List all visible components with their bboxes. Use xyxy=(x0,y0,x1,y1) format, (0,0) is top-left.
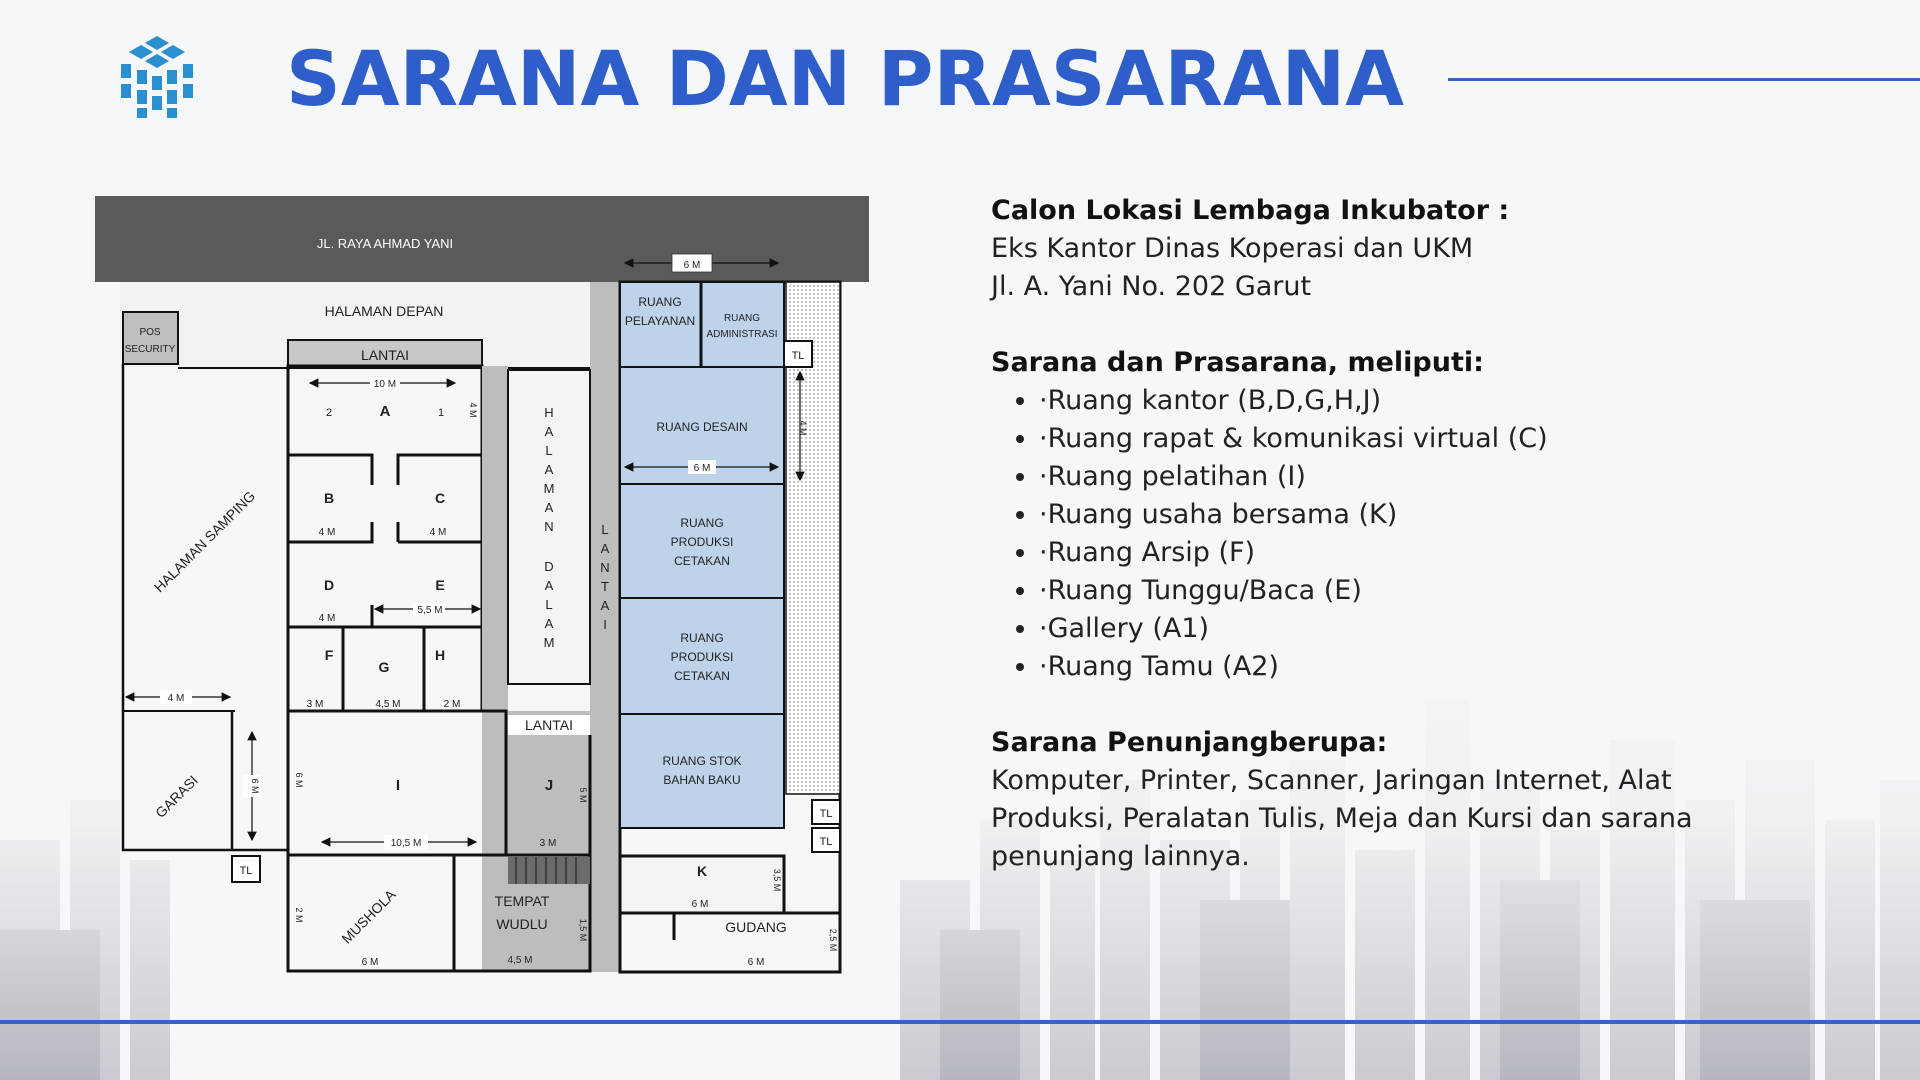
produksi-1-label-3: CETAKAN xyxy=(674,554,730,568)
mushola-label: MUSHOLA xyxy=(338,886,399,947)
tempat-wudlu-label-1: TEMPAT xyxy=(494,893,550,909)
tl-label-right-1: TL xyxy=(819,808,833,820)
room-d-label: D xyxy=(323,577,335,593)
street-label: JL. RAYA AHMAD YANI xyxy=(316,236,454,251)
halaman-dalam-letter: A xyxy=(544,616,554,631)
halaman-dalam-letter: D xyxy=(544,559,554,574)
tl-label-right-2: TL xyxy=(819,836,833,848)
dim-2m-mushola: 2 M xyxy=(294,907,304,923)
produksi-2-label-2: PRODUKSI xyxy=(670,650,734,664)
garasi-label: GARASI xyxy=(152,772,201,821)
halaman-samping-label: HALAMAN SAMPING xyxy=(150,487,259,596)
ruang-desain-label: RUANG DESAIN xyxy=(656,420,748,434)
page-title: SARANA DAN PRASARANA xyxy=(286,34,1405,123)
dim-10m: 10 M xyxy=(373,379,397,390)
lantai-vertical-letter: I xyxy=(603,617,607,632)
room-f-label: F xyxy=(324,647,334,663)
stok-label-2: BAHAN BAKU xyxy=(663,773,741,787)
ruang-pelayanan-label-1: RUANG xyxy=(638,295,682,309)
pos-security-room xyxy=(123,312,178,364)
stok-label-1: RUANG STOK xyxy=(662,754,742,768)
gudang-label: GUDANG xyxy=(725,919,787,935)
pos-security-label-1: POS xyxy=(139,327,161,338)
support-line-1: Komputer, Printer, Scanner, Jaringan Internet, Alat xyxy=(991,765,1672,796)
dim-3-5m-k: 3,5 M xyxy=(772,868,782,892)
support-heading: Sarana Penunjangberupa: xyxy=(991,727,1388,758)
dim-2m-h: 2 M xyxy=(443,699,461,710)
dim-2-5m-gudang: 2,5 M xyxy=(828,928,838,952)
room-k-label: K xyxy=(696,863,708,879)
dim-4-5m-wudlu: 4,5 M xyxy=(507,955,533,966)
list-item: • ·Ruang rapat & komunikasi virtual (C) xyxy=(1039,420,1851,458)
halaman-dalam-letter: A xyxy=(544,500,554,515)
halaman-dalam-letter: A xyxy=(544,424,554,439)
dim-4m-right: 4 M xyxy=(798,420,808,436)
room-c-label: C xyxy=(434,490,446,506)
lantai-vertical-letter: A xyxy=(600,598,610,613)
halaman-dalam-letter: A xyxy=(544,578,554,593)
room-b-label: B xyxy=(323,490,335,506)
bottom-divider xyxy=(0,1020,1920,1024)
logo-cube-icon xyxy=(115,34,199,122)
list-item: • ·Ruang pelatihan (I) xyxy=(1039,458,1851,496)
pos-security-label-2: SECURITY xyxy=(124,344,176,355)
room-j-label: J xyxy=(544,777,554,794)
room-a1-label: 1 xyxy=(437,407,445,419)
facilities-list xyxy=(991,382,1851,686)
room-a-label: A xyxy=(379,403,391,420)
dim-6m-top: 6 M xyxy=(683,260,701,271)
ruang-pelayanan-label-2: PELAYANAN xyxy=(624,314,696,328)
info-panel xyxy=(991,192,1851,876)
ruang-admin-label-2: ADMINISTRASI xyxy=(706,329,778,340)
ruang-admin-label-1: RUANG xyxy=(723,313,761,324)
room-e-label: E xyxy=(435,577,445,593)
list-item: • ·Ruang Tamu (A2) xyxy=(1039,648,1851,686)
facilities-heading: Sarana dan Prasarana, meliputi: xyxy=(991,347,1484,378)
dim-10-5m: 10,5 M xyxy=(390,838,422,849)
location-line-1: Eks Kantor Dinas Koperasi dan UKM xyxy=(991,233,1474,264)
dim-4m-garasi: 4 M xyxy=(167,693,185,704)
produksi-1-label-2: PRODUKSI xyxy=(670,535,734,549)
halaman-dalam-letter: N xyxy=(544,519,554,534)
halaman-dalam-letter: A xyxy=(544,462,554,477)
dim-5-5m: 5,5 M xyxy=(417,605,443,616)
room-i-label: I xyxy=(395,777,401,794)
dim-4-5m-g: 4,5 M xyxy=(375,699,401,710)
halaman-dalam-letter: M xyxy=(543,481,555,496)
dim-6m-desain: 6 M xyxy=(693,463,711,474)
dim-4m-a: 4 M xyxy=(468,402,478,418)
dim-3m-f: 3 M xyxy=(306,699,324,710)
list-item: • ·Ruang usaha bersama (K) xyxy=(1039,496,1851,534)
dim-4m-b: 4 M xyxy=(318,527,336,538)
dim-4m-d: 4 M xyxy=(318,613,336,624)
halaman-dalam-letter: H xyxy=(544,405,554,420)
lantai-vertical-letter: N xyxy=(600,560,610,575)
dim-1-5m-wudlu: 1,5 M xyxy=(578,918,588,942)
dim-6m-i: 6 M xyxy=(294,772,304,788)
dim-6m-mushola: 6 M xyxy=(361,957,379,968)
tl-label-garasi: TL xyxy=(239,865,253,877)
list-item: • ·Gallery (A1) xyxy=(1039,610,1851,648)
dim-3m-j: 3 M xyxy=(539,838,557,849)
title-divider xyxy=(1448,78,1920,81)
lantai-vertical-letter: A xyxy=(600,541,610,556)
room-a2-label: 2 xyxy=(325,407,333,419)
support-line-2: Produksi, Peralatan Tulis, Meja dan Kursi dan sarana xyxy=(991,803,1693,834)
halaman-dalam-letter: M xyxy=(543,635,555,650)
list-item: • ·Ruang Arsip (F) xyxy=(1039,534,1851,572)
dim-6m-k: 6 M xyxy=(691,899,709,910)
lantai-vertical-letter: T xyxy=(601,579,609,594)
list-item: • ·Ruang kantor (B,D,G,H,J) xyxy=(1039,382,1851,420)
ruang-stok-room xyxy=(620,714,784,828)
dim-6m-garasi: 6 M xyxy=(250,778,260,794)
floor-plan-diagram xyxy=(95,196,869,976)
lantai-top-label: LANTAI xyxy=(361,347,409,363)
produksi-2-label-3: CETAKAN xyxy=(674,669,730,683)
lantai-mid-label: LANTAI xyxy=(525,717,573,733)
location-line-2: Jl. A. Yani No. 202 Garut xyxy=(991,271,1312,302)
street-band xyxy=(95,196,869,282)
room-g-label: G xyxy=(378,659,390,675)
dim-5m-j: 5 M xyxy=(578,787,588,803)
produksi-2-label-1: RUANG xyxy=(680,631,724,645)
produksi-1-label-1: RUANG xyxy=(680,516,724,530)
support-line-3: penunjang lainnya. xyxy=(991,841,1250,872)
tempat-wudlu-label-2: WUDLU xyxy=(496,916,548,932)
halaman-dalam-letter: L xyxy=(545,443,553,458)
room-h-label: H xyxy=(434,647,446,663)
dim-4m-c: 4 M xyxy=(429,527,447,538)
list-item: • ·Ruang Tunggu/Baca (E) xyxy=(1039,572,1851,610)
location-heading: Calon Lokasi Lembaga Inkubator : xyxy=(991,195,1510,226)
halaman-depan-label: HALAMAN DEPAN xyxy=(324,303,444,319)
halaman-dalam-letter: L xyxy=(545,597,553,612)
tl-label-upper: TL xyxy=(791,350,805,362)
dim-6m-gudang: 6 M xyxy=(747,957,765,968)
lantai-vertical-letter: L xyxy=(601,522,609,537)
